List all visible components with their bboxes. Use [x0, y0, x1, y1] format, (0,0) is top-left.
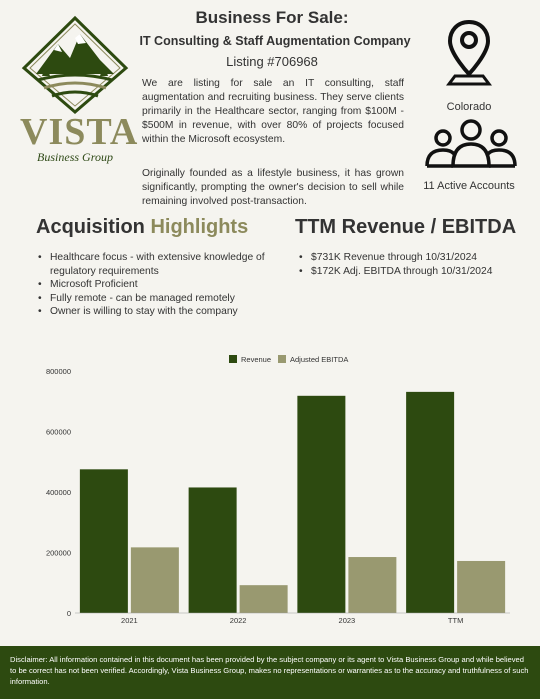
chart-bar [189, 487, 237, 613]
list-item: • $172K Adj. EBITDA through 10/31/2024 [297, 265, 527, 279]
description-paragraph-1: We are listing for sale an IT consulting, staff augmentation and recruiting business. They serve clients primarily in the Healthcare sector, ranging from $100M - $500M in revenue, with over 80% of projects focused within the Microsoft ecosystem. [142, 78, 404, 145]
disclaimer-footer [0, 646, 540, 699]
y-tick-label: 800000 [45, 367, 71, 376]
disclaimer-text: Disclaimer: All information contained in this document has been provided by the subject company or its agent to Vista Business Group and while believed to be correct has not been verified. Accordingly, Vista Business Group, makes no representations or warranties as to the accuracy and truthfulness of such information. [10, 655, 529, 686]
acquisition-highlights-heading [36, 216, 248, 239]
active-accounts-label: 11 Active Accounts [423, 180, 515, 192]
description-paragraph-2: Originally founded as a lifestyle business, it has grown significantly, prompting the owner's decision to sell while remaining involved post-transaction. [142, 168, 404, 207]
list-item: • Healthcare focus - with extensive knowledge of regulatory requirements [36, 251, 286, 278]
map-pin-icon [445, 18, 493, 86]
list-item: • Fully remote - can be managed remotely [36, 292, 286, 306]
highlights-list [36, 251, 286, 319]
location-label: Colorado [446, 101, 492, 113]
chart-bar [131, 547, 179, 613]
chart-bar [80, 469, 128, 613]
legend-swatch [278, 355, 286, 363]
x-tick-label: 2023 [338, 616, 356, 625]
list-item: • Microsoft Proficient [36, 278, 286, 292]
logo-wordmark: VISTA [20, 111, 139, 153]
chart-bar [348, 557, 396, 613]
people-group-icon [423, 118, 519, 170]
y-tick-label: 0 [66, 609, 71, 618]
ttm-list [297, 251, 527, 278]
company-logo [20, 14, 139, 164]
y-tick-label: 600000 [45, 427, 71, 437]
page-title: Business For Sale: [195, 8, 349, 27]
legend-label: Adjusted EBITDA [290, 355, 349, 364]
legend-label: Revenue [241, 355, 272, 364]
page-subtitle: IT Consulting & Staff Augmentation Company [139, 34, 411, 48]
x-tick-label: TTM [447, 616, 464, 625]
chart-bar [457, 561, 505, 613]
revenue-ebitda-chart [0, 340, 540, 630]
mountain-logo-icon [20, 14, 130, 114]
list-item: • $731K Revenue through 10/31/2024 [297, 251, 527, 265]
x-tick-label: 2021 [121, 616, 138, 625]
x-tick-label: 2022 [229, 616, 247, 625]
chart-bar [297, 396, 345, 613]
y-tick-label: 400000 [45, 488, 71, 497]
listing-number: Listing #706968 [226, 54, 318, 69]
legend-swatch [229, 355, 237, 363]
ttm-heading: TTM Revenue / EBITDA [295, 216, 517, 238]
heading-main-word: Acquisition [36, 216, 145, 238]
logo-tagline: Business Group [37, 150, 113, 164]
y-tick-label: 200000 [45, 548, 71, 558]
chart-bar [240, 585, 288, 613]
heading-accent-word: Highlights [150, 216, 249, 238]
list-item: • Owner is willing to stay with the company [36, 305, 286, 319]
chart-bar [406, 392, 454, 613]
